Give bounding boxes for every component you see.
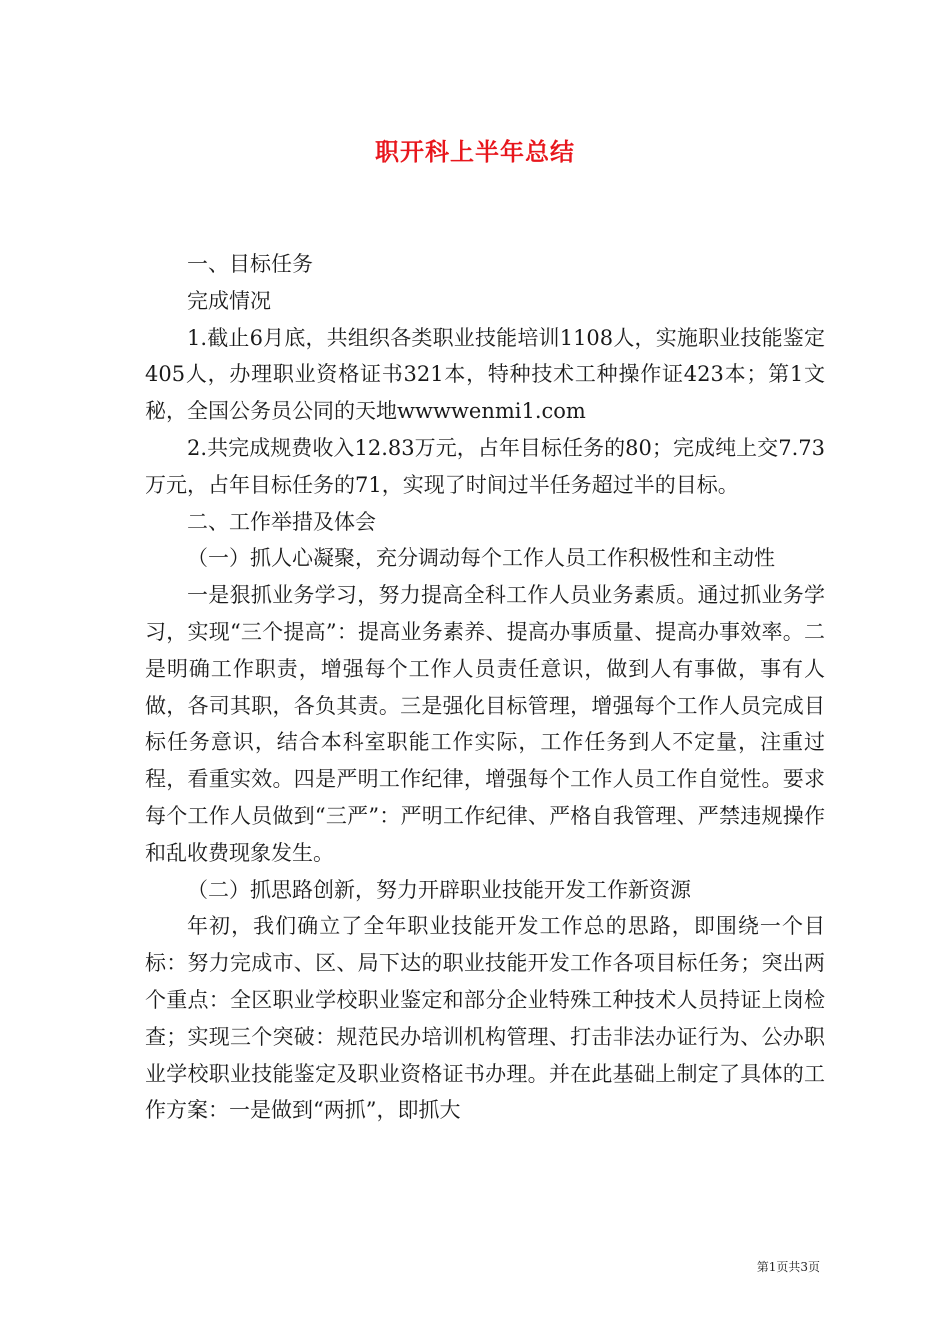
- paragraph: 1.截止6月底，共组织各类职业技能培训1108人，实施职业技能鉴定405人，办理职业资格证书321本，特种技术工种操作证423本；第1文秘，全国公务员公同的天地wwwwenmi1.com: [145, 325, 825, 424]
- paragraph: 一、目标任务: [187, 252, 313, 276]
- paragraph: 一是狠抓业务学习，努力提高全科工作人员业务素质。通过抓业务学习，实现“三个提高”：提高业务素养、提高办事质量、提高办事效率。二是明确工作职责，增强每个工作人员责任意识，做到人有事做，事有人做，各司其职，各负其责。三是强化目标管理，增强每个工作人员完成目标任务意识，结合本科室职能工作实际，工作任务到人不定量，注重过程，看重实效。四是严明工作纪律，增强每个工作人员工作自觉性。要求每个工作人员做到“三严”：严明工作纪律、严格自我管理、严禁违规操作和乱收费现象发生。: [145, 583, 825, 865]
- paragraph: 年初，我们确立了全年职业技能开发工作总的思路，即围绕一个目标：努力完成市、区、局下达的职业技能开发工作各项目标任务；突出两个重点：全区职业学校职业鉴定和部分企业特殊工种技术人员持证上岗检查；实现三个突破：规范民办培训机构管理、打击非法办证行为、公办职业学校职业技能鉴定及职业资格证书办理。并在此基础上制定了具体的工作方案：一是做到“两抓”，即抓大: [145, 914, 825, 1123]
- paragraph: 完成情况: [187, 288, 271, 313]
- paragraph: （一）抓人心凝聚，充分调动每个工作人员工作积极性和主动性: [187, 546, 775, 571]
- document-body: [145, 246, 825, 1129]
- paragraph: 二、工作举措及体会: [187, 509, 376, 534]
- document-title: 职开科上半年总结: [375, 137, 575, 166]
- page-number: 第1页共3页: [756, 1260, 820, 1274]
- paragraph: 2.共完成规费收入12.83万元，占年目标任务的80；完成纯上交7.73万元，占年目标任务的71，实现了时间过半任务超过半的目标。: [145, 435, 825, 497]
- paragraph: （二）抓思路创新，努力开辟职业技能开发工作新资源: [187, 877, 691, 902]
